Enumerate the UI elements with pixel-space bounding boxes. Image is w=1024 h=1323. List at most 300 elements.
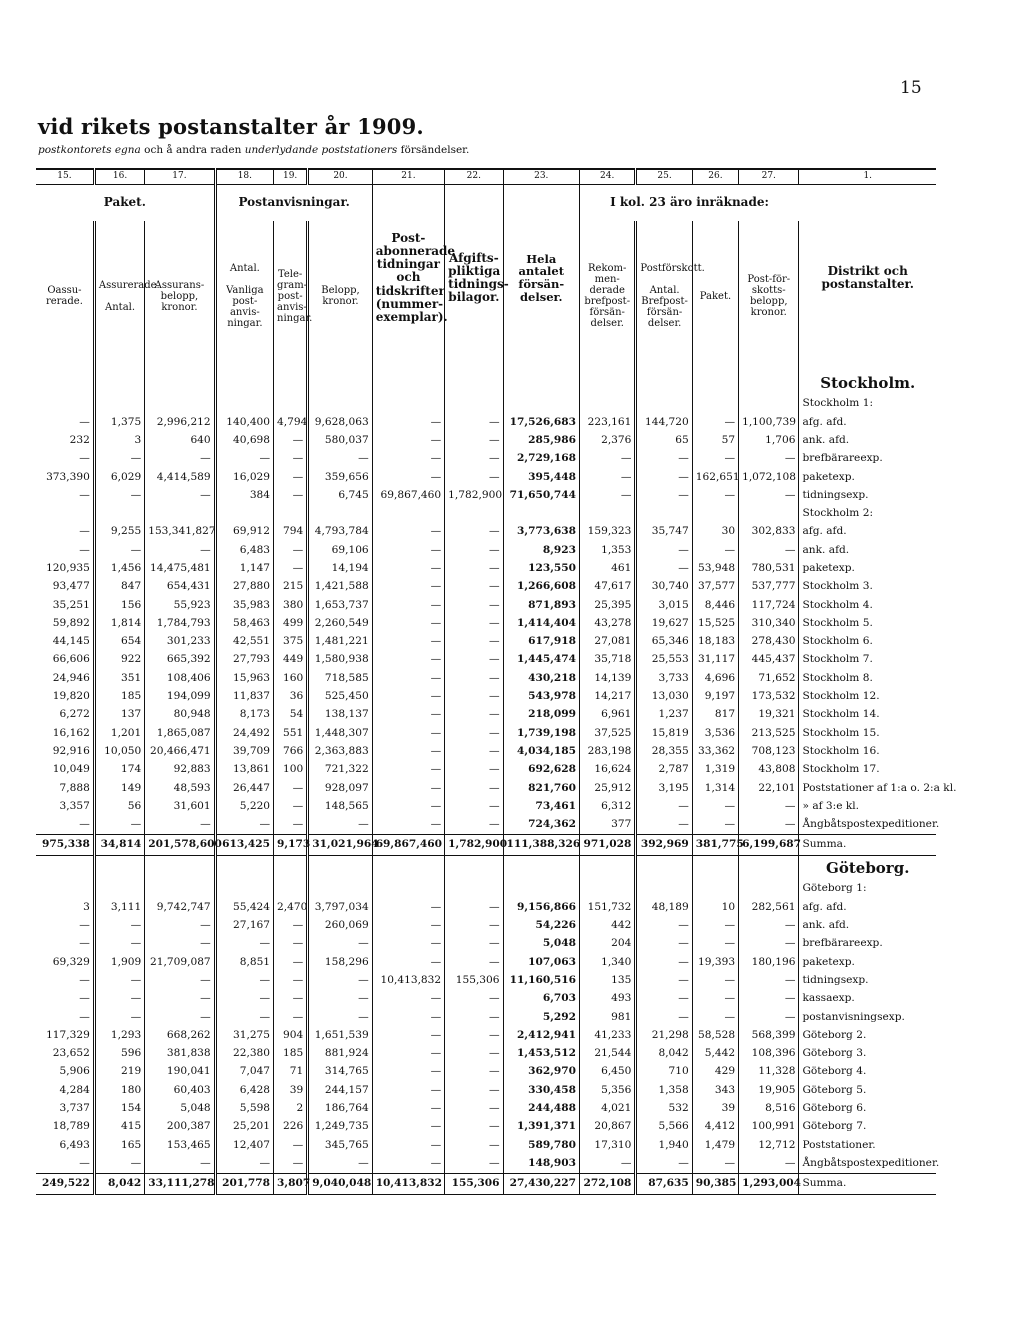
table-cell: — [36,990,94,1008]
district-cell: Göteborg 4. [802,1065,867,1078]
table-cell: 377 [580,816,636,835]
header-rekommenderade: Rekom-men-derade brefpost-försän-delser. [580,221,636,371]
table-cell: 213,525 [739,724,799,742]
table-cell: 48,189 [636,898,692,916]
table-cell: 1,293 [94,1027,144,1045]
col-number: 23. [503,169,580,185]
table-cell: — [445,578,503,596]
empty-cell [580,371,636,395]
table-cell: 56 [94,798,144,816]
statistics-table [36,168,957,1195]
table-row [36,578,936,596]
table-cell: — [372,578,444,596]
table-cell: 9,628,063 [308,413,372,431]
table-cell: 392,969 [636,835,692,856]
table-cell: — [274,450,308,468]
district-cell: paketexp. [802,470,855,483]
table-cell [274,505,308,523]
table-cell: — [692,935,738,953]
table-cell: 330,458 [503,1081,580,1099]
district-cell: Göteborg 3. [802,1047,867,1060]
table-cell: 499 [274,615,308,633]
table-cell: 1,445,474 [503,651,580,669]
table-cell: 1,072,108 [739,468,799,486]
table-cell: 395,448 [503,468,580,486]
table-cell: 186,764 [308,1100,372,1118]
header-brefpost [636,221,705,371]
table-cell: 35,718 [580,651,636,669]
header-afgiftspliktiga: Afgifts-pliktiga tidnings-bilagor. [445,185,503,372]
table-cell: — [739,935,799,953]
table-cell: 4,412 [692,1118,738,1136]
table-cell [739,505,799,523]
table-cell: 9,173 [274,835,308,856]
table-row [36,468,936,486]
table-cell: — [739,1155,799,1174]
table-cell: 8,042 [94,1173,144,1194]
table-cell: 9,742,747 [145,898,215,916]
table-cell: — [636,468,692,486]
table-cell: 6,745 [308,486,372,504]
table-cell: 27,793 [215,651,273,669]
table-cell: 158,296 [308,953,372,971]
table-cell: 55,923 [145,596,215,614]
table-cell: 9,197 [692,688,738,706]
table-cell [692,395,738,413]
district-cell: paketexp. [802,562,855,574]
table-cell: 155,306 [445,972,503,990]
table-cell: 149 [94,779,144,797]
table-cell: — [372,706,444,724]
district-cell: Poststationer af 1:a o. 2:a kl. [802,781,957,794]
table-cell: 1,456 [94,560,144,578]
table-cell: 148,903 [503,1155,580,1174]
table-cell: 1,249,735 [308,1118,372,1136]
table-cell: 272,108 [580,1173,636,1194]
col-number: 21. [372,169,444,185]
district-cell: Stockholm 2: [802,507,874,520]
table-cell [692,505,738,523]
table-cell: 4,414,589 [145,468,215,486]
table-cell: — [372,560,444,578]
table-cell: 8,173 [215,706,273,724]
table-row [36,917,936,935]
table-row [36,1136,936,1154]
table-cell: — [739,798,799,816]
statistics-table-container [36,168,957,1195]
header-vanliga-label: Vanliga post-anvis-ningar. [226,285,264,329]
table-cell: 22,380 [215,1045,273,1063]
table-cell: 26,447 [215,779,273,797]
table-cell: 430,218 [503,669,580,687]
table-cell: 3,015 [636,596,692,614]
table-cell: — [372,779,444,797]
district-cell: Stockholm 8. [802,671,873,684]
table-cell: 3,797,034 [308,898,372,916]
table-cell [445,880,503,898]
table-row [36,596,936,614]
col-number: 27. [739,169,799,185]
table-cell: 5,292 [503,1008,580,1026]
table-cell: 3,195 [636,779,692,797]
table-cell: 1,340 [580,953,636,971]
table-cell [580,880,636,898]
table-cell: — [692,541,738,559]
table-cell: — [36,972,94,990]
table-cell [215,395,273,413]
table-cell: 15,819 [636,724,692,742]
table-cell: — [580,450,636,468]
table-cell: 721,322 [308,761,372,779]
col-number: 18. [215,169,273,185]
page-number: 15 [900,78,922,98]
table-cell: 137 [94,706,144,724]
district-cell: Stockholm 6. [802,635,873,648]
table-cell: — [145,917,215,935]
table-cell: 41,233 [580,1027,636,1045]
table-cell: — [372,898,444,916]
table-cell: — [692,816,738,835]
table-cell: 415 [94,1118,144,1136]
table-cell [636,395,692,413]
table-cell: 108,406 [145,669,215,687]
table-row [36,990,936,1008]
table-row [36,1063,936,1081]
table-cell: — [274,468,308,486]
table-cell: 971,028 [580,835,636,856]
table-cell: 20,466,471 [145,743,215,761]
table-cell: — [36,1008,94,1026]
group-paket: Paket. [36,185,215,222]
header-distrikt: Distrikt och postanstalter. [821,263,914,291]
table-cell: 11,160,516 [503,972,580,990]
table-cell: — [274,1136,308,1154]
table-cell: — [372,541,444,559]
district-cell: Stockholm 17. [802,763,880,776]
table-cell: — [372,615,444,633]
table-cell: 580,037 [308,432,372,450]
table-cell [36,880,94,898]
table-cell: — [692,1155,738,1174]
district-cell: kassaexp. [802,992,855,1005]
table-cell: 384 [215,486,273,504]
table-cell: — [445,761,503,779]
table-cell: 27,880 [215,578,273,596]
col-number: 19. [274,169,308,185]
table-cell: 2,376 [580,432,636,450]
table-cell: 16,029 [215,468,273,486]
table-cell [308,505,372,523]
table-row [36,1155,936,1174]
table-cell: 285,986 [503,432,580,450]
district-cell: tidningsexp. [802,488,869,501]
table-cell: 31,601 [145,798,215,816]
table-cell: — [636,1155,692,1174]
table-cell: 53,948 [692,560,738,578]
table-cell: — [94,935,144,953]
table-row [36,505,936,523]
table-cell: 19,321 [739,706,799,724]
table-cell [94,505,144,523]
table-cell: — [145,541,215,559]
table-cell: 3,733 [636,669,692,687]
table-row [36,935,936,953]
table-row [36,432,936,450]
table-cell: 226 [274,1118,308,1136]
table-cell: 111,388,326 [503,835,580,856]
table-cell: — [739,1008,799,1026]
table-cell: — [372,523,444,541]
table-cell: 6,312 [580,798,636,816]
header-paket: Paket. [692,221,738,371]
table-cell: — [692,990,738,1008]
table-row [36,1100,936,1118]
table-cell: 57 [692,432,738,450]
table-cell: — [274,1008,308,1026]
table-cell: 153,465 [145,1136,215,1154]
table-row [36,560,936,578]
table-cell: 144,720 [636,413,692,431]
table-cell: — [372,651,444,669]
table-cell: — [145,990,215,1008]
table-cell: 613,425 [215,835,273,856]
header-vanliga [215,221,273,371]
table-row [36,706,936,724]
district-cell: Ångbåtspostexpeditioner. [802,1156,940,1169]
table-cell [36,395,94,413]
table-cell: — [445,450,503,468]
table-cell [215,880,273,898]
table-cell: 3 [94,432,144,450]
table-cell: — [445,1063,503,1081]
table-row [36,541,936,559]
table-cell: — [215,935,273,953]
table-cell: — [445,1027,503,1045]
table-cell: 43,278 [580,615,636,633]
table-cell: 429 [692,1063,738,1081]
table-cell: 1,421,588 [308,578,372,596]
table-cell: 375 [274,633,308,651]
table-cell: 381,838 [145,1045,215,1063]
table-cell [94,395,144,413]
district-cell: ank. afd. [802,543,850,556]
col-number: 24. [580,169,636,185]
table-cell: — [636,560,692,578]
table-cell [215,505,273,523]
table-cell: 135 [580,972,636,990]
table-cell: — [94,1008,144,1026]
table-cell: 922 [94,651,144,669]
table-cell [503,395,580,413]
subtitle-part: försändelser. [397,144,470,156]
table-cell: — [372,953,444,971]
table-cell: 33,111,278 [145,1173,215,1194]
table-cell: 11,328 [739,1063,799,1081]
table-cell: 1,909 [94,953,144,971]
empty-cell [739,371,799,395]
table-cell: 461 [580,560,636,578]
table-cell: — [372,1100,444,1118]
table-cell: 8,042 [636,1045,692,1063]
table-cell: — [372,413,444,431]
empty-cell [274,371,308,395]
district-cell: Göteborg 7. [802,1120,867,1133]
table-cell: 373,390 [36,468,94,486]
empty-cell [636,371,692,395]
district-cell: postanvisningsexp. [802,1010,905,1023]
table-cell: 596 [94,1045,144,1063]
table-cell: 710 [636,1063,692,1081]
district-cell: Göteborg 6. [802,1102,867,1115]
district-cell: brefbärareexp. [802,452,883,465]
table-cell: 43,808 [739,761,799,779]
table-cell: — [445,523,503,541]
table-cell: 4,696 [692,669,738,687]
table-cell: — [94,541,144,559]
table-cell: 2 [274,1100,308,1118]
table-cell [739,880,799,898]
table-cell: — [372,1118,444,1136]
table-cell: 10 [692,898,738,916]
table-cell: 1,580,938 [308,651,372,669]
table-cell: 6,272 [36,706,94,724]
header-oassurerade: Oassu-rerade. [36,221,94,371]
table-cell: — [215,990,273,1008]
table-cell: 37,577 [692,578,738,596]
table-cell: — [94,972,144,990]
table-cell: 100 [274,761,308,779]
table-cell: — [445,560,503,578]
col-number: 26. [692,169,738,185]
table-cell: 2,996,212 [145,413,215,431]
header-assurerade-antal [94,221,160,371]
col-number: 1. [799,169,936,185]
table-cell: 362,970 [503,1063,580,1081]
table-cell: 24,492 [215,724,273,742]
table-cell: 30,740 [636,578,692,596]
table-cell: — [308,816,372,835]
table-cell: — [308,1155,372,1174]
district-cell: afg. afd. [802,415,847,428]
table-cell [145,395,215,413]
table-cell: 3 [36,898,94,916]
table-cell: — [36,541,94,559]
table-cell: — [94,450,144,468]
table-cell: — [372,816,444,835]
table-cell: 25,395 [580,596,636,614]
table-cell [445,505,503,523]
table-cell [636,505,692,523]
table-cell: 1,319 [692,761,738,779]
table-cell: 568,399 [739,1027,799,1045]
table-cell: — [636,541,692,559]
table-cell: 847 [94,578,144,596]
table-cell: 6,199,687 [739,835,799,856]
table-cell: 54 [274,706,308,724]
empty-cell [274,856,308,881]
table-cell: 12,712 [739,1136,799,1154]
table-cell: 780,531 [739,560,799,578]
table-row [36,395,936,413]
table-cell: 724,362 [503,816,580,835]
table-cell [503,880,580,898]
table-cell: 282,561 [739,898,799,916]
table-cell: — [445,1118,503,1136]
table-cell: — [372,432,444,450]
table-cell: 13,030 [636,688,692,706]
table-cell: — [372,468,444,486]
empty-cell [215,856,273,881]
table-cell: 11,837 [215,688,273,706]
empty-cell [215,371,273,395]
table-cell: 881,924 [308,1045,372,1063]
col-number: 20. [308,169,372,185]
table-cell: 589,780 [503,1136,580,1154]
table-row [36,1027,936,1045]
table-cell: — [372,798,444,816]
table-cell: 218,099 [503,706,580,724]
table-cell: 6,483 [215,541,273,559]
table-cell: — [372,935,444,953]
table-cell: 1,651,539 [308,1027,372,1045]
table-cell: 7,047 [215,1063,273,1081]
table-cell: 3,536 [692,724,738,742]
table-cell: — [94,1155,144,1174]
table-cell [308,395,372,413]
col-number: 22. [445,169,503,185]
table-cell: 10,049 [36,761,94,779]
table-cell: 249,522 [36,1173,94,1194]
group-kol23: I kol. 23 äro inräknade: [610,195,769,210]
table-cell: 301,233 [145,633,215,651]
table-row [36,523,936,541]
table-cell: — [445,541,503,559]
table-cell: — [692,413,738,431]
table-cell: 117,724 [739,596,799,614]
table-cell: — [308,935,372,953]
table-cell: — [274,990,308,1008]
table-cell: 48,593 [145,779,215,797]
table-cell: — [94,486,144,504]
table-cell: — [445,798,503,816]
table-cell: 6,029 [94,468,144,486]
table-cell: 668,262 [145,1027,215,1045]
table-cell: 5,048 [145,1100,215,1118]
table-cell [94,880,144,898]
table-cell: 69,106 [308,541,372,559]
table-cell: 36 [274,688,308,706]
table-cell: 59,892 [36,615,94,633]
table-cell [580,395,636,413]
table-cell: — [739,486,799,504]
table-cell: 3,111 [94,898,144,916]
table-cell: — [274,432,308,450]
subgroup-antal: Antal. [229,263,260,274]
table-cell: 25,912 [580,779,636,797]
table-cell: 1,266,608 [503,578,580,596]
table-cell: 817 [692,706,738,724]
table-cell: — [580,468,636,486]
table-cell: 12,407 [215,1136,273,1154]
table-cell: — [274,798,308,816]
table-cell: 9,040,048 [308,1173,372,1194]
table-cell: 22,101 [739,779,799,797]
empty-cell [445,856,503,881]
table-cell: 525,450 [308,688,372,706]
table-cell: 1,782,900 [445,486,503,504]
table-cell: 6,493 [36,1136,94,1154]
table-cell: 310,340 [739,615,799,633]
